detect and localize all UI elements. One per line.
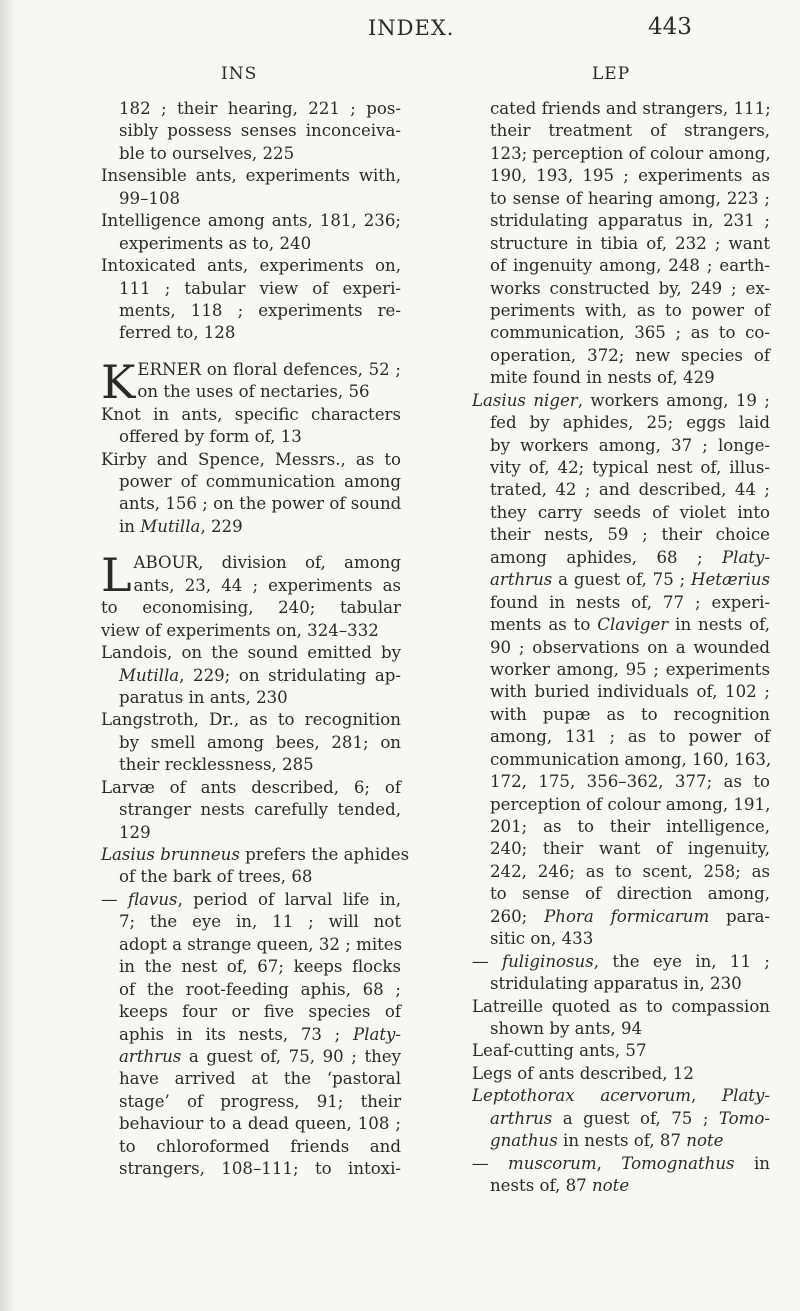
- index-line: behaviour to a dead queen, 108 ;: [119, 1114, 401, 1134]
- index-line: their nests, 59 ; their choice: [490, 525, 770, 545]
- index-line: periments with, as to power of: [490, 300, 770, 320]
- index-line: 7; the eye in, 11 ; will not: [119, 912, 401, 932]
- index-line: with pupæ as to recognition: [490, 704, 770, 724]
- index-line: ments, 118 ; experiments re-: [119, 300, 401, 320]
- index-line: nests of, 87 note: [490, 1176, 630, 1195]
- index-line: arthrus a guest of, 75 ; Hetærius: [490, 570, 770, 590]
- index-line: by smell among bees, 281; on: [119, 732, 401, 752]
- index-line: 190, 193, 195 ; experiments as: [490, 166, 770, 186]
- index-line: view of experiments on, 324–332: [101, 620, 379, 640]
- index-entry: [101, 777, 401, 844]
- page-edge-shadow: [0, 0, 16, 1311]
- index-line: Insensible ants, experiments with,: [101, 166, 401, 186]
- index-line: gnathus in nests of, 87 note: [490, 1131, 724, 1151]
- index-line: to sense of hearing among, 223 ;: [490, 188, 770, 208]
- index-line: Latreille quoted as to compassion: [472, 996, 770, 1016]
- index-line: cated friends and strangers, 111;: [490, 99, 771, 118]
- index-line: with buried individuals of, 102 ;: [490, 682, 770, 702]
- index-line: communication among, 160, 163,: [490, 749, 772, 769]
- index-entry: [101, 404, 401, 449]
- index-entry: [101, 449, 401, 539]
- index-line: among, 131 ; as to power of: [490, 727, 770, 747]
- index-line: of the bark of trees, 68: [119, 867, 313, 887]
- index-line: paratus in ants, 230: [119, 687, 288, 707]
- index-entry: [101, 165, 401, 210]
- index-entry: [472, 390, 770, 951]
- index-line: trated, 42 ; and described, 44 ;: [490, 480, 770, 500]
- index-entry: [101, 98, 401, 165]
- index-line: ments as to Claviger in nests of,: [490, 615, 770, 635]
- index-line: Intoxicated ants, experiments on,: [101, 256, 401, 276]
- index-line: worker among, 95 ; experiments: [490, 659, 770, 679]
- index-entry: [101, 889, 401, 1181]
- index-line: 129: [119, 822, 151, 842]
- index-line: adopt a strange queen, 32 ; mites: [119, 934, 403, 954]
- index-line: 240; their want of ingenuity,: [490, 839, 770, 859]
- index-line: perception of colour among, 191,: [490, 794, 771, 814]
- index-line: 99–108: [119, 188, 181, 208]
- index-line: ble to ourselves, 225: [119, 143, 295, 163]
- index-line: their recklessness, 285: [119, 755, 314, 775]
- index-line: offered by form of, 13: [119, 427, 302, 447]
- index-entry: [101, 210, 401, 255]
- index-line: 242, 246; as to scent, 258; as: [490, 861, 770, 881]
- index-line: on the uses of nectaries, 56: [137, 382, 370, 402]
- dropcap-k: K: [101, 354, 136, 409]
- index-entry: [101, 642, 401, 709]
- left-entries-k: [101, 404, 401, 539]
- index-entry: [472, 951, 770, 996]
- index-line: they carry seeds of violet into: [490, 502, 770, 522]
- index-line: 260; Phora formicarum para-: [490, 906, 770, 926]
- index-line: Kirby and Spence, Messrs., as to: [101, 449, 401, 469]
- index-line: ants, 156 ; on the power of sound: [119, 494, 402, 514]
- index-line: shown by ants, 94: [490, 1018, 643, 1038]
- index-line: Intelligence among ants, 181, 236;: [101, 211, 401, 231]
- section-gap: [101, 538, 401, 552]
- index-line: arthrus a guest of, 75 ; Tomo-: [490, 1108, 770, 1128]
- index-line: keeps four or five species of: [119, 1002, 401, 1022]
- right-column-head: LEP: [592, 64, 631, 84]
- index-entry: [472, 1085, 770, 1152]
- index-line: Leptothorax acervorum, Platy-: [472, 1086, 770, 1106]
- index-entry: [472, 98, 770, 390]
- index-entry-kerner: [101, 354, 401, 409]
- index-line: arthrus a guest of, 75, 90 ; they: [119, 1046, 401, 1066]
- index-entry: [472, 1040, 770, 1062]
- index-line: Lasius niger, workers among, 19 ;: [472, 390, 770, 410]
- index-line: power of communication among: [119, 472, 401, 491]
- index-line: sitic on, 433: [490, 929, 594, 949]
- index-entry: [101, 709, 401, 776]
- index-entry: [472, 1063, 770, 1085]
- index-line: found in nests of, 77 ; experi-: [490, 592, 770, 612]
- left-entries-i: [101, 98, 401, 345]
- index-entry: [472, 1153, 770, 1198]
- index-line: 111 ; tabular view of experi-: [119, 278, 401, 298]
- index-line: Mutilla, 229; on stridulating ap-: [119, 665, 401, 685]
- index-line: 172, 175, 356–362, 377; as to: [490, 772, 770, 792]
- index-line: communication, 365 ; as to co-: [490, 323, 770, 343]
- dropcap-l: L: [101, 548, 132, 603]
- index-line: sibly possess senses inconceiva-: [119, 121, 401, 141]
- index-line: stage’ of progress, 91; their: [119, 1091, 401, 1111]
- index-entry: [101, 844, 410, 889]
- left-entries-l: [101, 642, 410, 1181]
- index-line: Leaf-cutting ants, 57: [472, 1041, 647, 1061]
- running-head-title: INDEX.: [368, 16, 455, 40]
- index-line: by workers among, 37 ; longe-: [490, 435, 770, 455]
- index-line: Knot in ants, specific characters: [101, 404, 401, 424]
- index-line: stranger nests carefully tended,: [119, 800, 401, 820]
- index-line: operation, 372; new species of: [490, 345, 770, 365]
- section-gap: [101, 345, 401, 359]
- index-line: Larvæ of ants described, 6; of: [101, 777, 401, 797]
- index-line: 123; perception of colour among,: [490, 143, 771, 163]
- index-line: 90 ; observations on a wounded: [490, 637, 770, 657]
- index-line: stridulating apparatus in, 230: [490, 974, 742, 994]
- index-line: have arrived at the ‘pastoral: [119, 1069, 401, 1089]
- index-line: vity of, 42; typical nest of, illus-: [490, 458, 770, 477]
- running-head: [0, 12, 800, 46]
- index-line: 182 ; their hearing, 221 ; pos-: [119, 99, 401, 118]
- index-line: in the nest of, 67; keeps flocks: [119, 957, 401, 977]
- index-line: experiments as to, 240: [119, 233, 312, 253]
- index-line: ABOUR, division of, among: [133, 553, 401, 573]
- left-column: [101, 98, 410, 1181]
- index-line: works constructed by, 249 ; ex-: [490, 278, 770, 298]
- index-line: 201; as to their intelligence,: [490, 817, 770, 836]
- index-line: of ingenuity among, 248 ; earth-: [490, 256, 770, 276]
- index-line: their treatment of strangers,: [490, 121, 770, 141]
- index-line: to sense of direction among,: [490, 884, 770, 904]
- index-line: of the root-feeding aphis, 68 ;: [119, 979, 401, 999]
- index-line: — fuliginosus, the eye in, 11 ;: [472, 951, 770, 971]
- index-line: Legs of ants described, 12: [472, 1063, 694, 1083]
- index-line: strangers, 108–111; to intoxi-: [119, 1159, 401, 1179]
- index-entry: [101, 255, 401, 345]
- index-line: ants, 23, 44 ; experiments as: [133, 575, 401, 595]
- index-line: Landois, on the sound emitted by: [101, 643, 401, 663]
- index-line: structure in tibia of, 232 ; want: [490, 233, 770, 253]
- index-line: — muscorum, Tomognathus in: [472, 1153, 770, 1173]
- right-column: [472, 98, 770, 1197]
- index-entry-labour: [101, 548, 401, 642]
- index-line: Langstroth, Dr., as to recognition: [101, 710, 401, 730]
- index-line: Lasius brunneus prefers the aphides: [101, 845, 410, 864]
- index-line: fed by aphides, 25; eggs laid: [490, 413, 770, 433]
- index-line: ERNER on floral defences, 52 ;: [137, 359, 401, 379]
- right-entries: [472, 98, 770, 1197]
- index-line: mite found in nests of, 429: [490, 368, 715, 388]
- index-line: ferred to, 128: [119, 323, 236, 343]
- index-line: stridulating apparatus in, 231 ;: [490, 211, 770, 231]
- index-line: among aphides, 68 ; Platy-: [490, 547, 770, 567]
- page-number: 443: [648, 14, 692, 40]
- index-line: aphis in its nests, 73 ; Platy-: [119, 1024, 401, 1044]
- index-line: to chloroformed friends and: [119, 1136, 401, 1156]
- index-line: in Mutilla, 229: [119, 516, 243, 536]
- left-column-head: INS: [221, 64, 258, 84]
- index-line: to economising, 240; tabular: [101, 598, 401, 618]
- index-line: — flavus, period of larval life in,: [101, 889, 401, 909]
- index-entry: [472, 996, 770, 1041]
